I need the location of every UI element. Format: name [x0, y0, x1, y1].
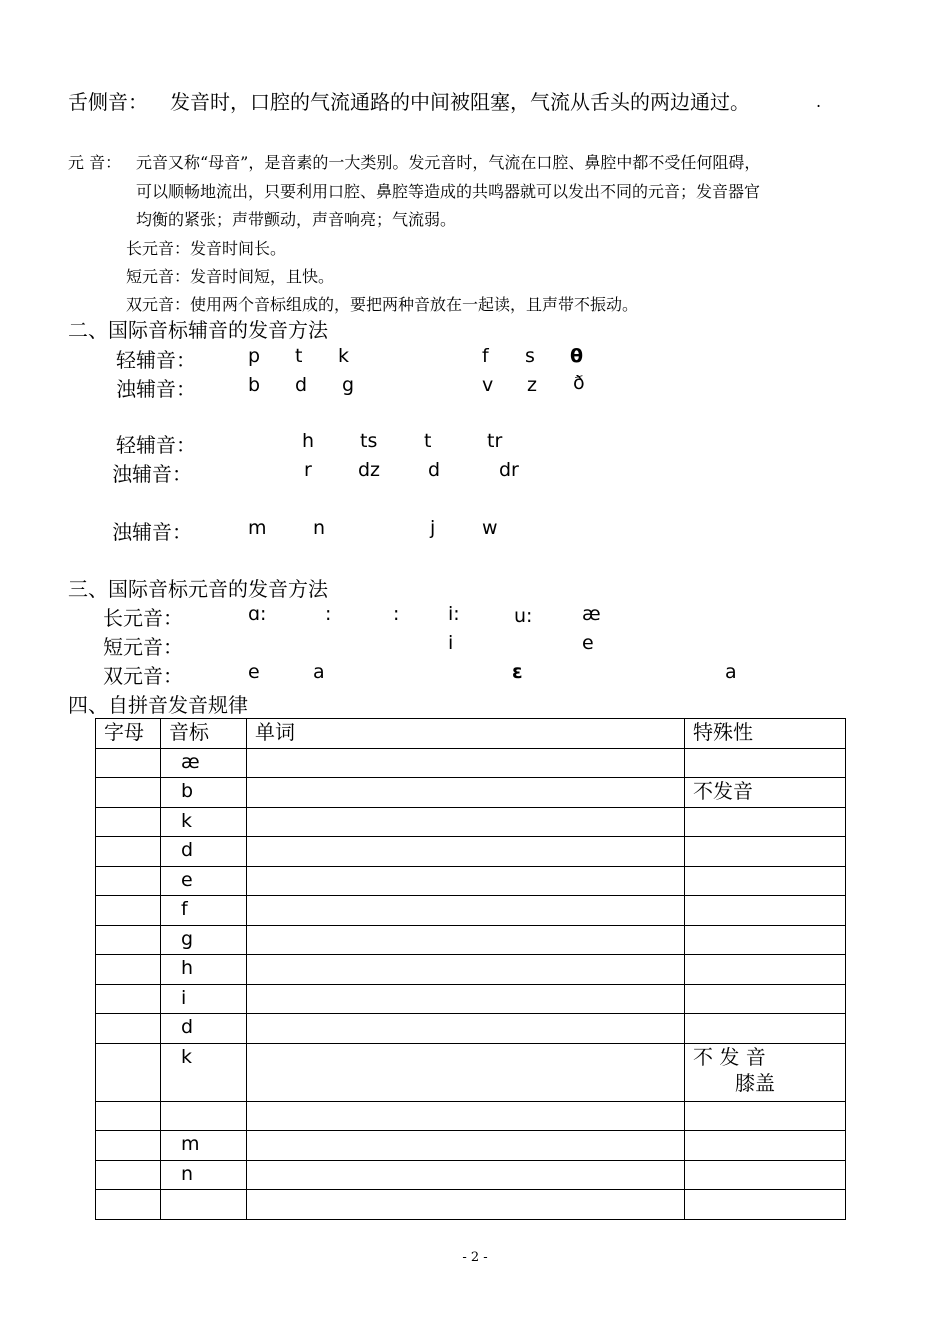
- voiceless-label-2: 轻辅音：: [116, 433, 196, 457]
- ipa-diph-a: a: [313, 661, 325, 683]
- ipa-w: w: [482, 517, 498, 539]
- table-row: [96, 1131, 846, 1161]
- long-vowel-def: 长元音：发音时间长。: [126, 239, 287, 258]
- ipa-v: v: [482, 374, 494, 396]
- cell-special: [685, 1190, 846, 1220]
- header-symbol: 音标: [161, 719, 247, 749]
- table-row: [96, 1190, 846, 1220]
- cell-symbol: h: [161, 955, 247, 985]
- vowel-line-3: 均衡的紧张；声带颤动，声音响亮；气流弱。: [136, 210, 457, 229]
- ipa-d-2: d: [428, 459, 441, 481]
- ipa-long-i: i:: [448, 603, 460, 625]
- diphthong-def: 双元音：使用两个音标组成的，要把两种音放在一起读，且声带不振动。: [126, 295, 639, 314]
- ipa-short-i: i: [448, 632, 454, 654]
- cell-word: [247, 1131, 685, 1161]
- ipa-n: n: [313, 517, 326, 539]
- voiced-label-2: 浊辅音：: [112, 462, 192, 486]
- ipa-s: s: [525, 345, 535, 367]
- cell-letter: [96, 955, 161, 985]
- cell-symbol: k: [161, 807, 247, 837]
- ipa-tr: tr: [487, 430, 503, 452]
- cell-word: [247, 1014, 685, 1044]
- lateral-label: 舌侧音：: [68, 90, 148, 114]
- table-row: [96, 925, 846, 955]
- cell-letter: [96, 1101, 161, 1131]
- cell-symbol: [161, 1101, 247, 1131]
- ipa-eth: ð: [573, 372, 585, 394]
- cell-symbol: i: [161, 984, 247, 1014]
- cell-letter: [96, 866, 161, 896]
- header-special: 特殊性: [685, 719, 846, 749]
- cell-symbol: e: [161, 866, 247, 896]
- cell-letter: [96, 1160, 161, 1190]
- phonics-table: [95, 718, 846, 1220]
- cell-word: [247, 1101, 685, 1131]
- ipa-m: m: [248, 517, 267, 539]
- ipa-d: d: [295, 374, 308, 396]
- ipa-diph-e: e: [248, 661, 260, 683]
- cell-letter: [96, 1043, 161, 1101]
- cell-symbol: b: [161, 778, 247, 808]
- table-row: [96, 896, 846, 926]
- cell-symbol: m: [161, 1131, 247, 1161]
- ipa-j: j: [430, 517, 436, 539]
- lateral-text: 发音时，口腔的气流通路的中间被阻塞，气流从舌头的两边通过。: [170, 90, 750, 114]
- cell-word: [247, 984, 685, 1014]
- cell-symbol: g: [161, 925, 247, 955]
- ipa-h: h: [302, 430, 315, 452]
- cell-special: [685, 1131, 846, 1161]
- vowel-label: 元 音：: [68, 153, 122, 172]
- ipa-diph-a-2: a: [725, 661, 737, 683]
- long-vowel-label: 长元音：: [103, 606, 183, 630]
- ipa-diph-epsilon: ɛ: [512, 661, 523, 683]
- cell-special: [685, 837, 846, 867]
- lateral-dot: .: [816, 92, 822, 111]
- cell-word: [247, 866, 685, 896]
- table-row: [96, 866, 846, 896]
- cell-letter: [96, 984, 161, 1014]
- section4-heading: 四、自拼音发音规律: [68, 693, 248, 717]
- cell-word: [247, 778, 685, 808]
- cell-special: [685, 748, 846, 778]
- cell-letter: [96, 748, 161, 778]
- short-vowel-def: 短元音：发音时间短，且快。: [126, 267, 335, 286]
- ipa-long-a: ɑ:: [248, 603, 267, 625]
- cell-letter: [96, 807, 161, 837]
- cell-special: [685, 925, 846, 955]
- ipa-g: g: [342, 374, 355, 396]
- cell-special: [685, 1160, 846, 1190]
- table-row: [96, 984, 846, 1014]
- cell-special: [685, 984, 846, 1014]
- table-header-row: [96, 719, 846, 749]
- cell-special: [685, 866, 846, 896]
- voiced-label-1: 浊辅音：: [116, 377, 196, 401]
- voiceless-label-1: 轻辅音：: [116, 348, 196, 372]
- cell-symbol: d: [161, 837, 247, 867]
- page-number: - 2 -: [462, 1250, 488, 1265]
- cell-word: [247, 837, 685, 867]
- cell-word: [247, 925, 685, 955]
- cell-symbol: f: [161, 896, 247, 926]
- cell-word: [247, 1043, 685, 1101]
- ipa-long-u: u:: [514, 605, 533, 627]
- cell-symbol: [161, 1190, 247, 1220]
- cell-word: [247, 807, 685, 837]
- ipa-p: p: [248, 345, 261, 367]
- cell-word: [247, 1190, 685, 1220]
- table-row: [96, 837, 846, 867]
- ipa-long-ae: æ: [582, 603, 601, 625]
- cell-special: 不发音: [685, 778, 846, 808]
- cell-letter: [96, 837, 161, 867]
- cell-letter: [96, 925, 161, 955]
- cell-special: [685, 1101, 846, 1131]
- cell-letter: [96, 896, 161, 926]
- ipa-dr: dr: [499, 459, 519, 481]
- cell-special: [685, 807, 846, 837]
- diphthong-label: 双元音：: [103, 664, 183, 688]
- note-silent: 不 发 音: [693, 1044, 766, 1069]
- cell-letter: [96, 1014, 161, 1044]
- table-row: [96, 807, 846, 837]
- section2-heading: 二、国际音标辅音的发音方法: [68, 318, 328, 342]
- cell-word: [247, 1160, 685, 1190]
- ipa-f: f: [482, 345, 489, 367]
- table-row: [96, 1043, 846, 1101]
- cell-special: [685, 955, 846, 985]
- section3-heading: 三、国际音标元音的发音方法: [68, 577, 328, 601]
- cell-letter: [96, 778, 161, 808]
- cell-letter: [96, 1131, 161, 1161]
- header-word: 单词: [247, 719, 685, 749]
- cell-special-note: [685, 1043, 846, 1101]
- ipa-long-2: :: [325, 603, 332, 625]
- ipa-long-3: :: [393, 603, 400, 625]
- ipa-r: r: [304, 459, 312, 481]
- cell-symbol: æ: [161, 748, 247, 778]
- table-row: [96, 1014, 846, 1044]
- note-knee: 膝盖: [735, 1070, 775, 1095]
- ipa-k: k: [338, 345, 350, 367]
- cell-special: [685, 1014, 846, 1044]
- ipa-b: b: [248, 374, 261, 396]
- cell-symbol: d: [161, 1014, 247, 1044]
- header-letter: 字母: [96, 719, 161, 749]
- table-row: [96, 955, 846, 985]
- vowel-line-2: 可以顺畅地流出，只要利用口腔、鼻腔等造成的共鸣器就可以发出不同的元音；发音器官: [136, 182, 761, 201]
- ipa-z: z: [527, 374, 537, 396]
- cell-word: [247, 748, 685, 778]
- cell-word: [247, 896, 685, 926]
- cell-symbol: k: [161, 1043, 247, 1101]
- ipa-ts: ts: [360, 430, 378, 452]
- table-row: [96, 1160, 846, 1190]
- ipa-short-e: e: [582, 632, 594, 654]
- cell-symbol: n: [161, 1160, 247, 1190]
- ipa-theta: θ: [570, 345, 584, 367]
- cell-special: [685, 896, 846, 926]
- ipa-t-2: t: [424, 430, 432, 452]
- table-row: [96, 778, 846, 808]
- ipa-dz: dz: [358, 459, 381, 481]
- ipa-t: t: [295, 345, 303, 367]
- table-row: [96, 748, 846, 778]
- short-vowel-label: 短元音：: [103, 635, 183, 659]
- cell-word: [247, 955, 685, 985]
- voiced-label-3: 浊辅音：: [112, 520, 192, 544]
- table-row: [96, 1101, 846, 1131]
- cell-letter: [96, 1190, 161, 1220]
- vowel-line-1: 元音又称“母音”，是音素的一大类别。发元音时，气流在口腔、鼻腔中都不受任何阻碍，: [136, 153, 761, 172]
